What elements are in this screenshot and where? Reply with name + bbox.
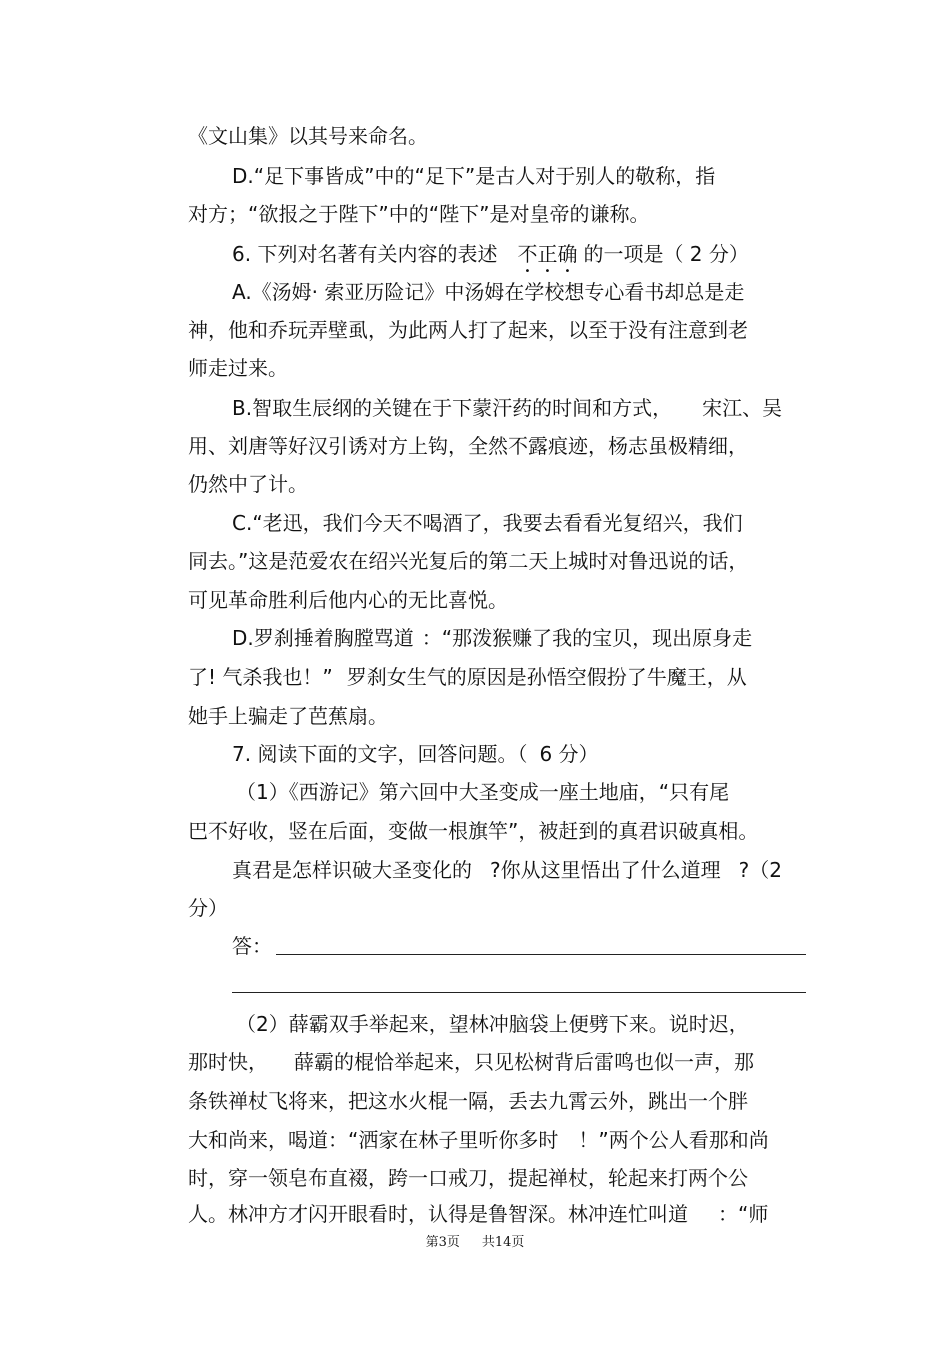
- question-6: [232, 240, 749, 277]
- question-6-tail: 的一项是（ 2 分）: [583, 242, 749, 266]
- question-7: 7. 阅读下面的文字，回答问题。（ 6 分）: [232, 742, 599, 766]
- page-footer: [0, 1234, 950, 1252]
- question-7-part-2: （2）薛霸双手举起来，望林冲脑袋上便劈下来。说时迟，: [236, 1012, 749, 1036]
- option-c-line: C.“老迅，我们今天不喝酒了，我要去看看光复绍兴，我们: [232, 511, 743, 535]
- answer-label: 答：: [232, 934, 272, 958]
- text-line: 仍然中了计。: [188, 472, 308, 496]
- emphasis-not-correct: 不正确: [517, 242, 578, 266]
- text-line: 神，他和乔玩弄壁虱，为此两人打了起来，以至于没有注意到老: [188, 318, 748, 342]
- text-line: 《文山集》以其号来命名。: [188, 124, 428, 148]
- text-line: 她手上骗走了芭蕉扇。: [188, 704, 388, 728]
- text-line: 同去。”这是范爱农在绍兴光复后的第二天上城时对鲁迅说的话，: [188, 549, 749, 573]
- page-number: 第3页: [425, 1235, 460, 1250]
- text-line: 对方；“欲报之于陛下”中的“陛下”是对皇帝的谦称。: [188, 202, 650, 226]
- text-line: 用、刘唐等好汉引诱对方上钩，全然不露痕迹，杨志虽极精细，: [188, 434, 748, 458]
- option-a-line: A.《汤姆· 索亚历险记》中汤姆在学校想专心看书却总是走: [232, 280, 745, 304]
- option-d-line: D.“足下事皆成”中的“足下”是古人对于别人的敬称，指: [232, 164, 716, 188]
- question-6-stem: 6. 下列对名著有关内容的表述: [232, 242, 498, 266]
- text-line: 分）: [188, 896, 228, 920]
- answer-line-1[interactable]: [276, 954, 806, 955]
- option-b-line: B.智取生辰纲的关键在于下蒙汗药的时间和方式， 宋江、吴: [232, 396, 783, 420]
- question-7-1-prompt: 真君是怎样识破大圣变化的 ?你从这里悟出了什么道理 ?（2: [232, 858, 782, 882]
- text-line: 时，穿一领皂布直裰，跨一口戒刀，提起禅杖，轮起来打两个公: [188, 1166, 748, 1190]
- text-line: 师走过来。: [188, 356, 288, 380]
- text-line: 条铁禅杖飞将来，把这水火棍一隔，丢去九霄云外，跳出一个胖: [188, 1089, 748, 1113]
- text-line: 了! 气杀我也！” 罗刹女生气的原因是孙悟空假扮了牛魔王，从: [188, 665, 747, 689]
- option-d2-line: D.罗刹捶着胸膛骂道 ：“那泼猴赚了我的宝贝，现出原身走: [232, 626, 753, 650]
- answer-line-2[interactable]: [232, 992, 806, 993]
- question-7-part-1: （1）《西游记》第六回中大圣变成一座土地庙，“只有尾: [236, 780, 730, 804]
- text-line: 那时快， 薛霸的棍恰举起来，只见松树背后雷鸣也似一声，那: [188, 1050, 754, 1074]
- text-line: 人。林冲方才闪开眼看时，认得是鲁智深。林冲连忙叫道 ：“师: [188, 1202, 769, 1226]
- text-line: 大和尚来，喝道：“洒家在林子里听你多时 ！”两个公人看那和尚: [188, 1128, 769, 1152]
- text-line: 可见革命胜利后他内心的无比喜悦。: [188, 588, 508, 612]
- page-total: 共14页: [481, 1235, 525, 1250]
- text-line: 巴不好收，竖在后面，变做一根旗竿”，被赶到的真君识破真相。: [188, 819, 759, 843]
